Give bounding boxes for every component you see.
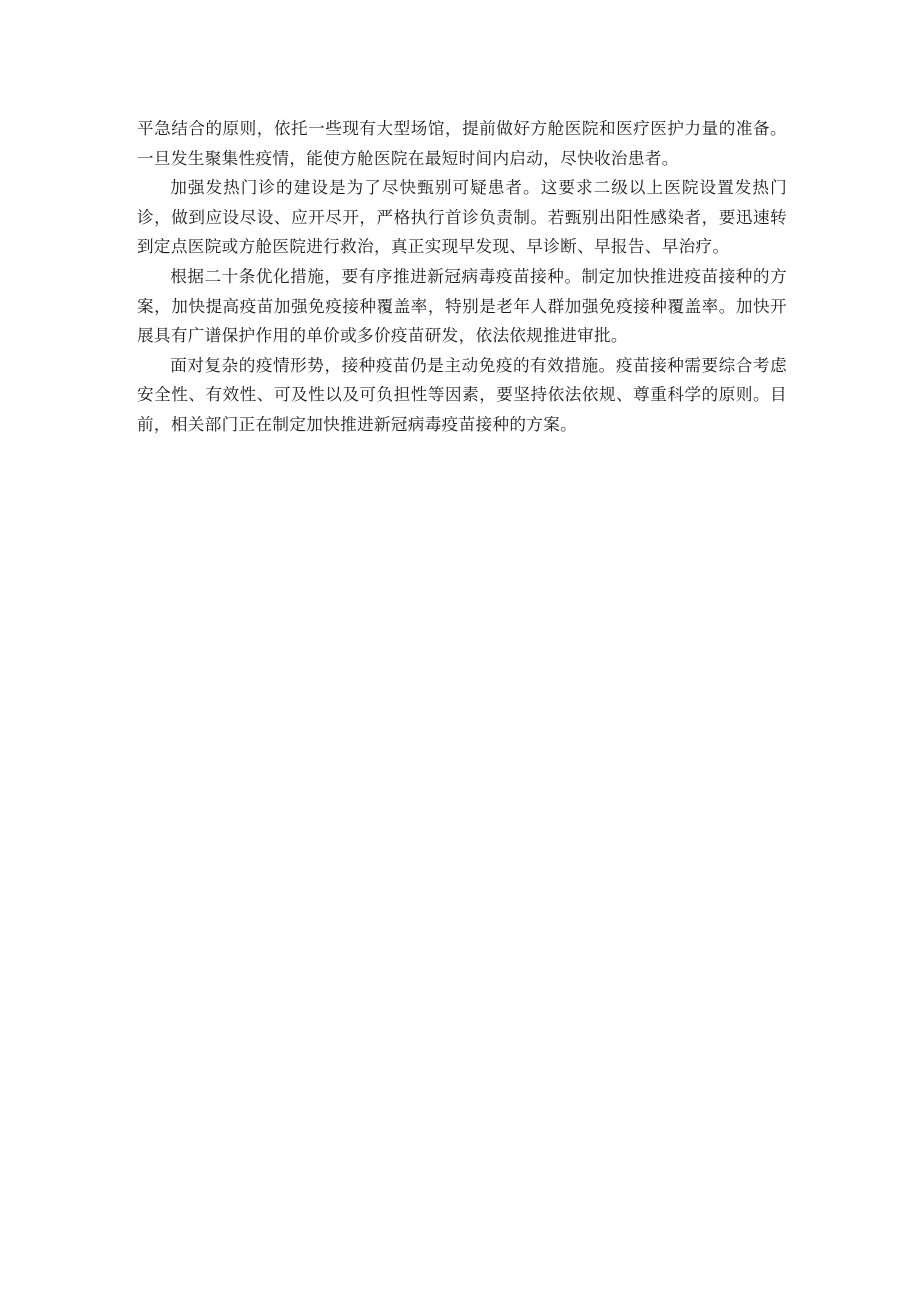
document-body [137, 114, 787, 440]
paragraph-3: 根据二十条优化措施，要有序推进新冠病毒疫苗接种。制定加快推进疫苗接种的方案，加快提高疫苗加强免疫接种覆盖率，特别是老年人群加强免疫接种覆盖率。加快开展具有广谱保护作用的单价或多价疫苗研发，依法依规推进审批。 [137, 266, 787, 346]
paragraph-2: 加强发热门诊的建设是为了尽快甄别可疑患者。这要求二级以上医院设置发热门诊，做到应设尽设、应开尽开，严格执行首诊负责制。若甄别出阳性感染者，要迅速转到定点医院或方舱医院进行救治，真正实现早发现、早诊断、早报告、早治疗。 [137, 178, 787, 257]
paragraph-1: 平急结合的原则，依托一些现有大型场馆，提前做好方舱医院和医疗医护力量的准备。一旦发生聚集性疫情，能使方舱医院在最短时间内启动，尽快收治患者。 [137, 119, 787, 168]
paragraph-4: 面对复杂的疫情形势，接种疫苗仍是主动免疫的有效措施。疫苗接种需要综合考虑安全性、有效性、可及性以及可负担性等因素，要坚持依法依规、尊重科学的原则。目前，相关部门正在制定加快推进新冠病毒疫苗接种的方案。 [137, 355, 787, 434]
